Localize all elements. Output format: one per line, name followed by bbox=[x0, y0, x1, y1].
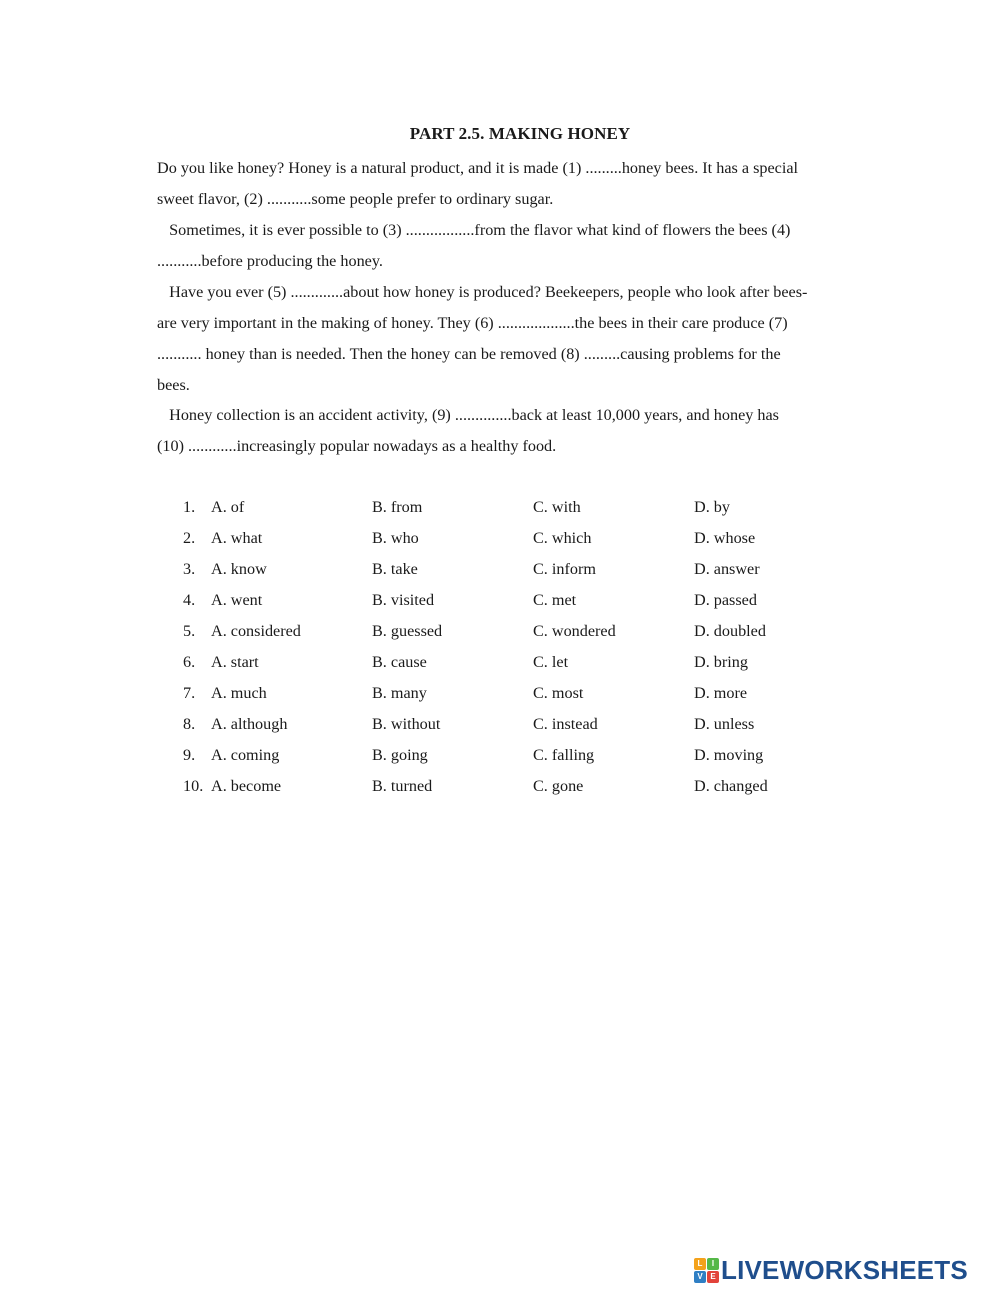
question-number: 3. bbox=[183, 560, 196, 578]
option-b[interactable]: B. many bbox=[372, 684, 427, 702]
option-a[interactable]: A. start bbox=[211, 653, 259, 671]
question-row bbox=[0, 497, 1000, 519]
option-b[interactable]: B. from bbox=[372, 498, 423, 516]
option-c[interactable]: C. gone bbox=[533, 777, 584, 795]
option-d[interactable]: D. bring bbox=[694, 653, 748, 671]
question-row bbox=[0, 683, 1000, 705]
option-d[interactable]: D. by bbox=[694, 498, 730, 516]
option-d[interactable]: D. moving bbox=[694, 746, 764, 764]
option-c[interactable]: C. inform bbox=[533, 560, 596, 578]
option-a[interactable]: A. considered bbox=[211, 622, 301, 640]
option-c[interactable]: C. most bbox=[533, 684, 584, 702]
logo-tile: E bbox=[707, 1271, 719, 1283]
brand-name: LIVEWORKSHEETS bbox=[721, 1254, 968, 1285]
passage-line: bees. bbox=[157, 376, 190, 394]
option-d[interactable]: D. passed bbox=[694, 591, 757, 609]
option-a[interactable]: A. much bbox=[211, 684, 267, 702]
option-c[interactable]: C. let bbox=[533, 653, 569, 671]
option-a[interactable]: A. although bbox=[211, 715, 288, 733]
option-a[interactable]: A. know bbox=[211, 560, 267, 578]
option-d[interactable]: D. doubled bbox=[694, 622, 766, 640]
logo-tile: L bbox=[694, 1258, 706, 1270]
option-b[interactable]: B. guessed bbox=[372, 622, 443, 640]
option-a[interactable]: A. become bbox=[211, 777, 282, 795]
question-number: 9. bbox=[183, 746, 196, 764]
question-row bbox=[0, 528, 1000, 550]
option-d[interactable]: D. whose bbox=[694, 529, 756, 547]
passage-line: Have you ever (5) .............about how honey is produced? Beekeepers, people who look after bees- bbox=[157, 283, 808, 301]
question-row bbox=[0, 652, 1000, 674]
logo-tile: V bbox=[694, 1271, 706, 1283]
logo-tile: I bbox=[707, 1258, 719, 1270]
question-row bbox=[0, 714, 1000, 736]
question-number: 4. bbox=[183, 591, 196, 609]
option-b[interactable]: B. cause bbox=[372, 653, 427, 671]
passage-line: ...........before producing the honey. bbox=[157, 252, 383, 270]
option-b[interactable]: B. without bbox=[372, 715, 441, 733]
question-number: 8. bbox=[183, 715, 196, 733]
option-c[interactable]: C. instead bbox=[533, 715, 598, 733]
passage-line: Sometimes, it is ever possible to (3) .................from the flavor what kind of flowers the bees (4) bbox=[157, 221, 791, 239]
option-b[interactable]: B. take bbox=[372, 560, 418, 578]
passage-line: (10) ............increasingly popular nowadays as a healthy food. bbox=[157, 437, 557, 455]
question-row bbox=[0, 776, 1000, 798]
option-a[interactable]: A. what bbox=[211, 529, 263, 547]
question-number: 10. bbox=[183, 777, 204, 795]
option-c[interactable]: C. with bbox=[533, 498, 581, 516]
option-d[interactable]: D. answer bbox=[694, 560, 760, 578]
option-a[interactable]: A. went bbox=[211, 591, 263, 609]
liveworksheets-logo-icon bbox=[694, 1258, 718, 1282]
question-number: 5. bbox=[183, 622, 196, 640]
option-c[interactable]: C. wondered bbox=[533, 622, 616, 640]
question-number: 2. bbox=[183, 529, 196, 547]
option-a[interactable]: A. of bbox=[211, 498, 245, 516]
option-b[interactable]: B. visited bbox=[372, 591, 435, 609]
passage-line: are very important in the making of honey. They (6) ...................the bees in their care produce (7) bbox=[157, 314, 788, 332]
brand-watermark bbox=[694, 1255, 968, 1285]
question-number: 6. bbox=[183, 653, 196, 671]
question-row bbox=[0, 621, 1000, 643]
passage-line: ........... honey than is needed. Then the honey can be removed (8) .........causing problems for the bbox=[157, 345, 781, 363]
option-c[interactable]: C. which bbox=[533, 529, 592, 547]
option-c[interactable]: C. falling bbox=[533, 746, 595, 764]
passage-line: Do you like honey? Honey is a natural product, and it is made (1) .........honey bees. It has a special bbox=[157, 159, 799, 177]
option-c[interactable]: C. met bbox=[533, 591, 577, 609]
option-b[interactable]: B. turned bbox=[372, 777, 433, 795]
option-a[interactable]: A. coming bbox=[211, 746, 280, 764]
question-number: 7. bbox=[183, 684, 196, 702]
question-row bbox=[0, 745, 1000, 767]
passage-line: sweet flavor, (2) ...........some people prefer to ordinary sugar. bbox=[157, 190, 554, 208]
option-d[interactable]: D. more bbox=[694, 684, 748, 702]
option-b[interactable]: B. going bbox=[372, 746, 428, 764]
page-title: PART 2.5. MAKING HONEY bbox=[409, 124, 631, 143]
option-b[interactable]: B. who bbox=[372, 529, 419, 547]
question-number: 1. bbox=[183, 498, 196, 516]
option-d[interactable]: D. unless bbox=[694, 715, 755, 733]
question-row bbox=[0, 590, 1000, 612]
passage-line: Honey collection is an accident activity, (9) ..............back at least 10,000 years, and honey has bbox=[157, 406, 779, 424]
option-d[interactable]: D. changed bbox=[694, 777, 768, 795]
question-row bbox=[0, 559, 1000, 581]
